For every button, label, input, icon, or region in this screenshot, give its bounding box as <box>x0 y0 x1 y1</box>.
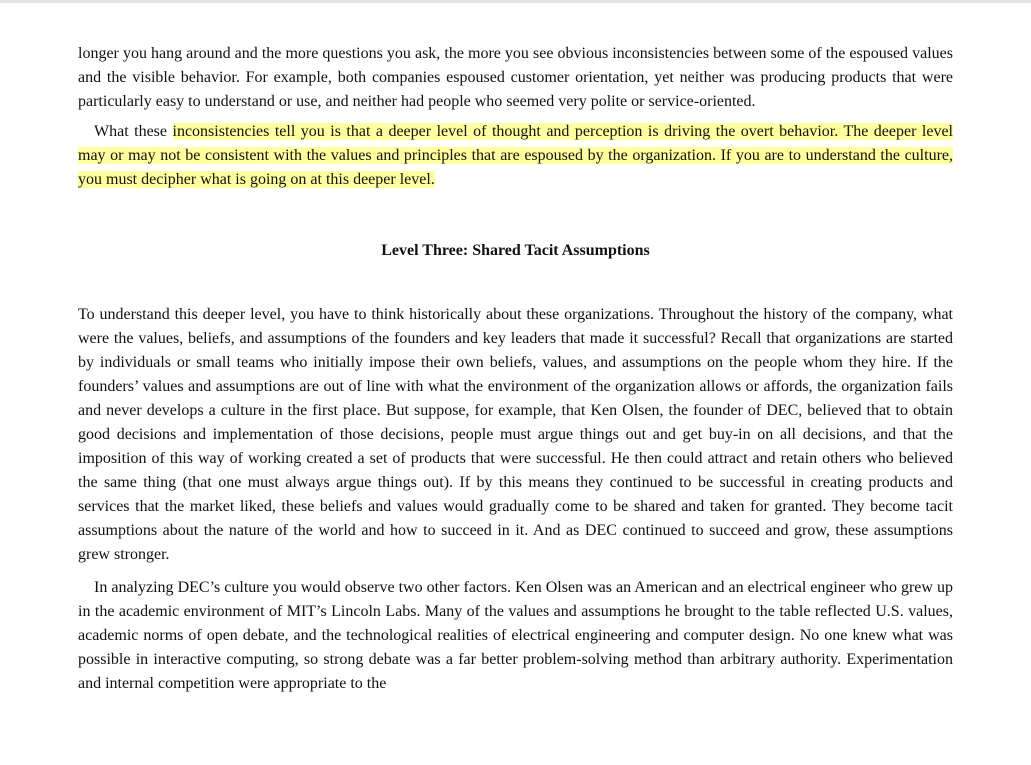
document-page <box>78 42 953 696</box>
paragraph-founders-assumptions: To understand this deeper level, you have to think historically about these organizations. Throughout the history of the company, what were the values, beliefs, and assumptions of the founders and key leaders that made it successful? Recall that organizations are started by individuals or small teams who initially impose their own beliefs, values, and assumptions on the people whom they hire. If the founders’ values and assumptions are out of line with what the environment of the organization allows or affords, the organization fails and never develops a culture in the first place. But suppose, for example, that Ken Olsen, the founder of DEC, believed that to obtain good decisions and implementation of those decisions, people must argue things out and get buy-in on all decisions, and that the imposition of this way of working created a set of products that were successful. He then could attract and retain others who believed the same thing (that one must always argue things out). If by this means they continued to be successful in creating products and services that the market liked, these beliefs and values would gradually come to be shared and taken for granted. They become tacit assumptions about the nature of the world and how to succeed in it. And as DEC continued to succeed and grow, these assumptions grew stronger. <box>78 306 953 563</box>
viewer-top-border <box>0 0 1031 3</box>
paragraph-lead-text: What these <box>94 123 173 140</box>
paragraph-dec-culture: In analyzing DEC’s culture you would observe two other factors. Ken Olsen was an American and an electrical engineer who grew up in the academic environment of MIT’s Lincoln Labs. Many of the values and assumptions he brought to the table reflected U.S. values, academic norms of open debate, and the technological realities of electrical engineering and computer design. No one knew what was possible in interactive computing, so strong debate was a far better problem-solving method than arbitrary authority. Experimentation and internal competition were appropriate to the <box>78 579 953 692</box>
highlighted-text[interactable]: inconsistencies tell you is that a deeper level of thought and perception is driving the overt behavior. The deeper level may or may not be consistent with the values and principles that are espoused by the organization. If you are to understand the culture, you must decipher what is going on at this deeper level. <box>78 123 954 188</box>
section-heading: Level Three: Shared Tacit Assumptions <box>381 242 650 259</box>
paragraph-espoused-values: longer you hang around and the more questions you ask, the more you see obvious inconsistencies between some of the espoused values and the visible behavior. For example, both companies espoused customer orientation, yet neither was producing products that were particularly easy to understand or use, and neither had people who seemed very polite or service-oriented. <box>78 45 953 110</box>
paragraph-deeper-level <box>78 120 953 192</box>
